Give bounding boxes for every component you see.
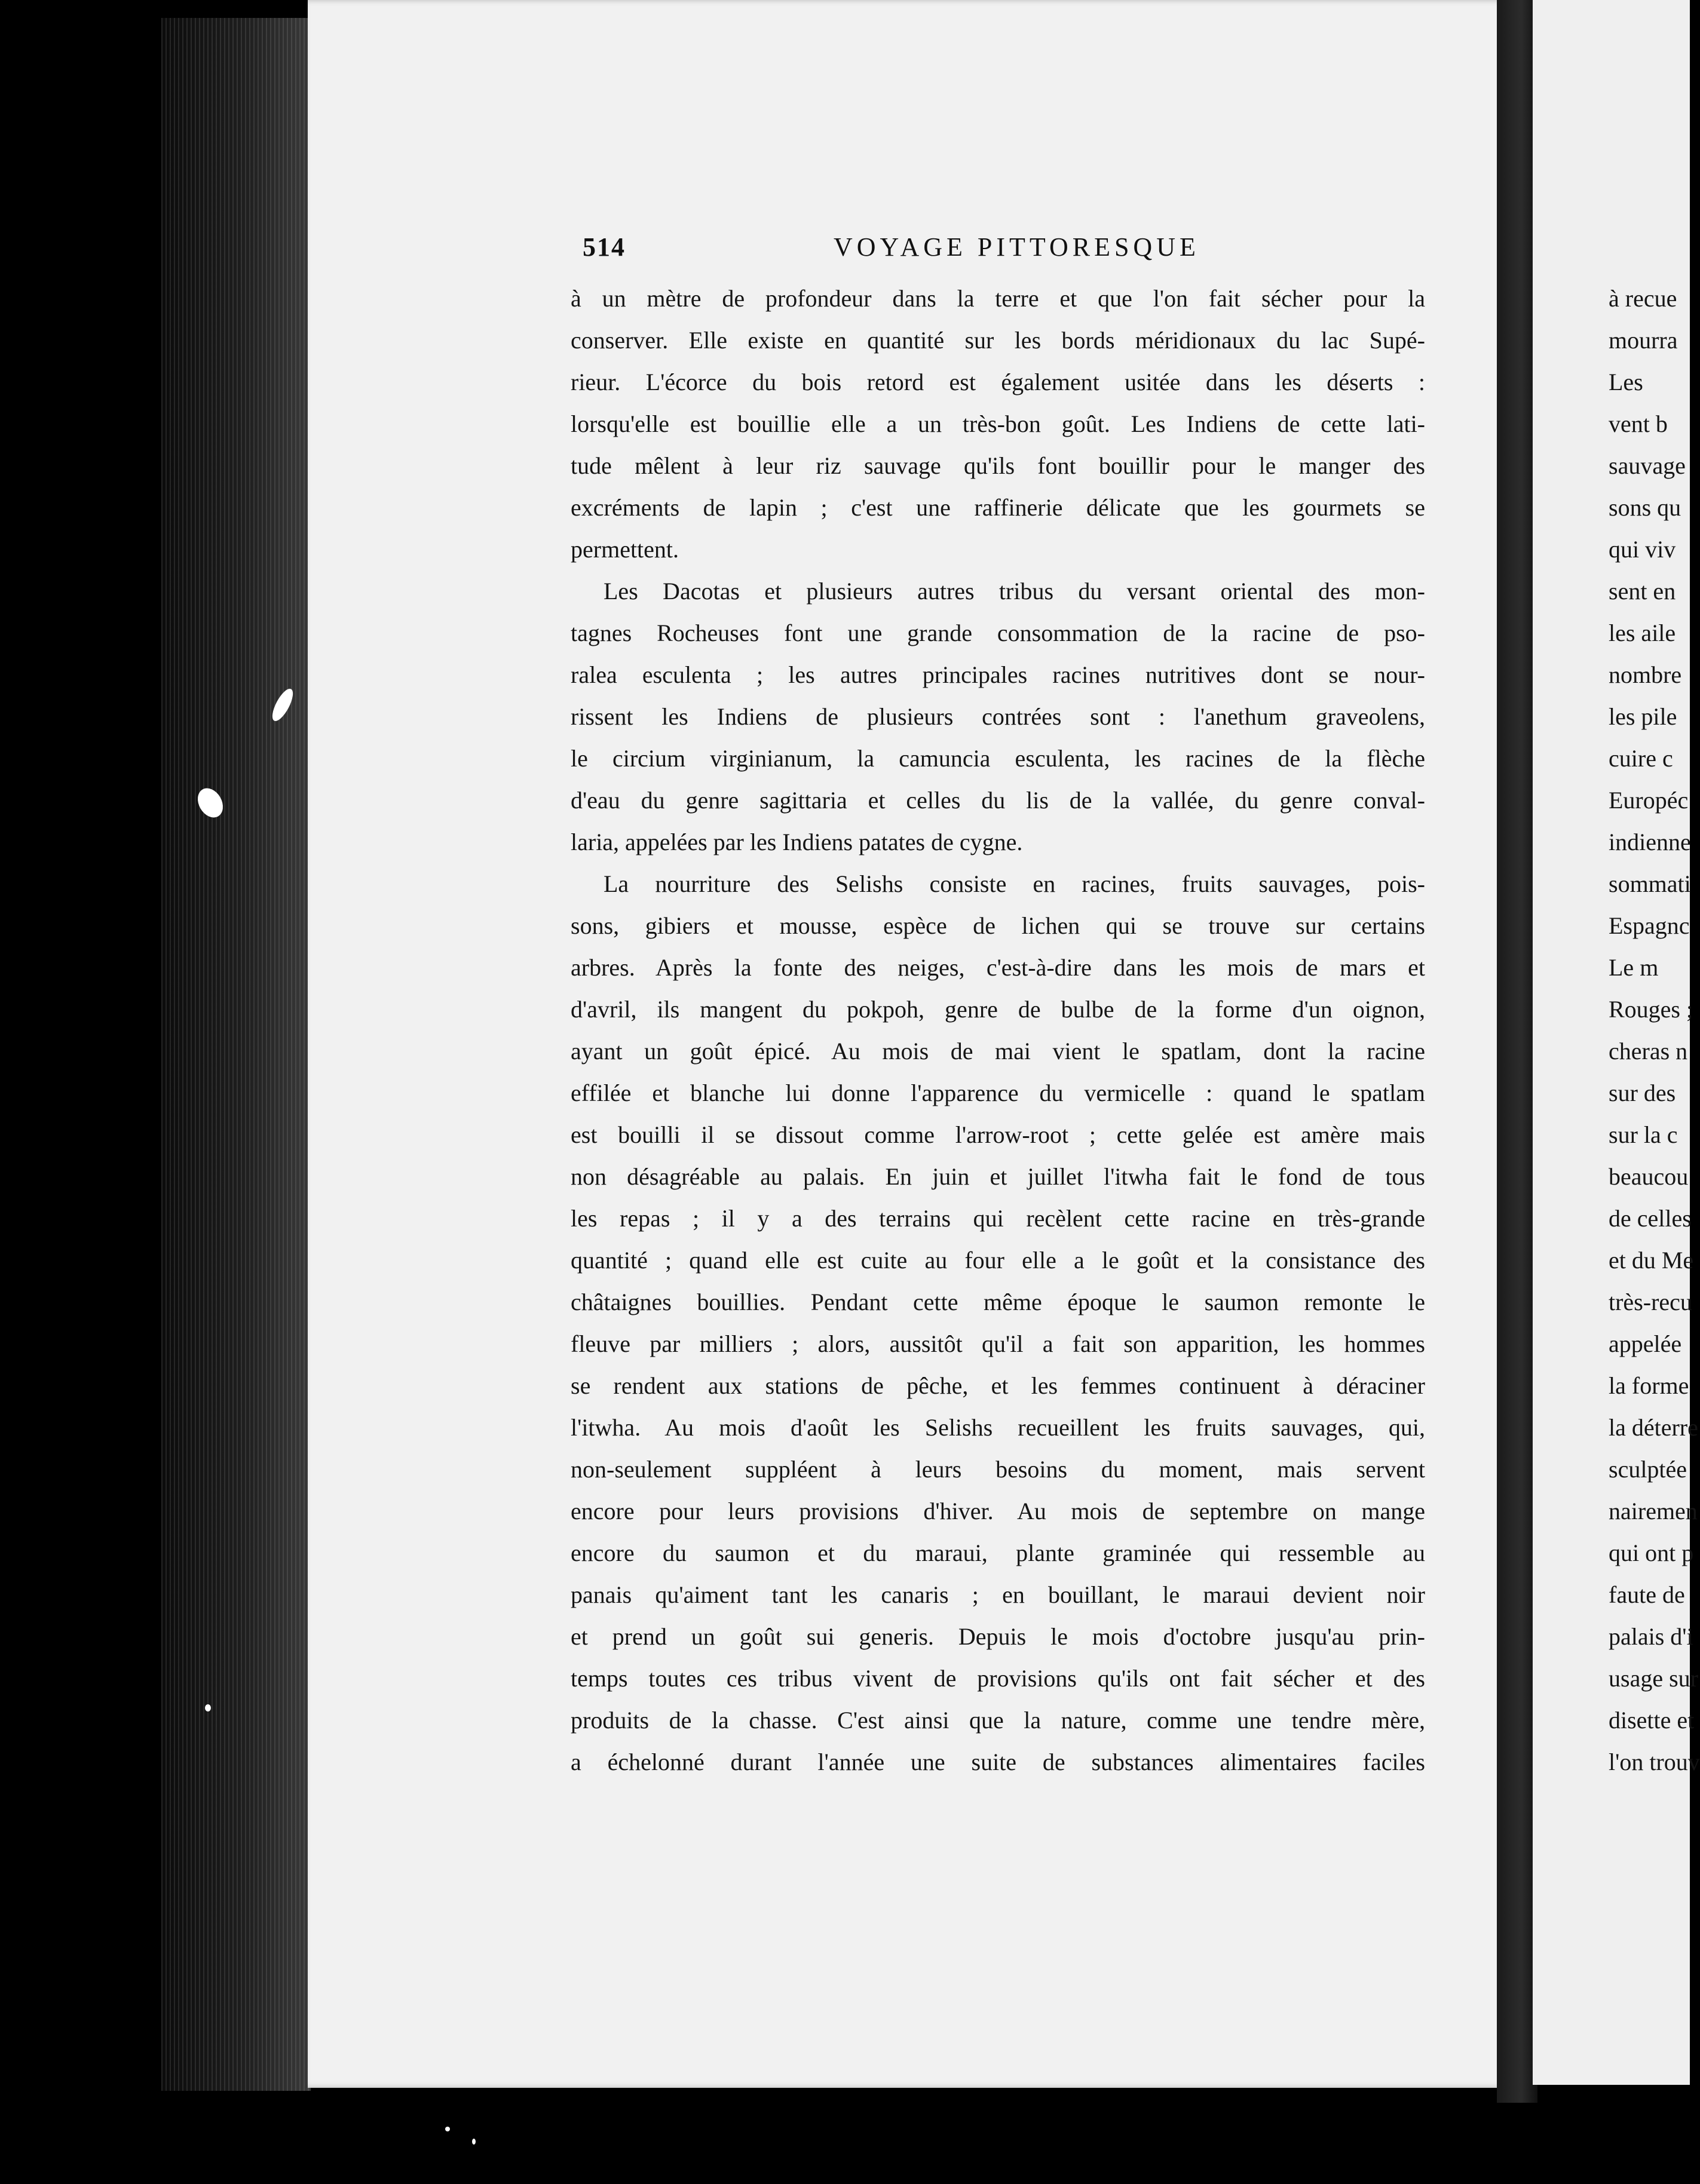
text-line: à un mètre de profondeur dans la terre et que l'on fait sécher pour la xyxy=(571,285,1425,312)
text-line: conserver. Elle existe en quantité sur les bords méridionaux du lac Supé- xyxy=(571,327,1425,354)
fragment-line: l'on trouv xyxy=(1609,1749,1700,1775)
fragment-line: sons qu xyxy=(1609,494,1681,521)
fragment-line: de celles xyxy=(1609,1205,1692,1232)
text-line: temps toutes ces tribus vivent de provisions qu'ils ont fait sécher et des xyxy=(571,1665,1425,1692)
text-line: d'eau du genre sagittaria et celles du lis de la vallée, du genre conval- xyxy=(571,787,1425,814)
running-title: VOYAGE PITTORESQUE xyxy=(834,232,1200,262)
fragment-line: et du Me xyxy=(1609,1247,1694,1274)
fragment-line: sauvage xyxy=(1609,452,1686,479)
text-line: a échelonné durant l'année une suite de substances alimentaires faciles xyxy=(571,1749,1425,1775)
fragment-line: Rouges ; xyxy=(1609,996,1693,1023)
fragment-line: disette et xyxy=(1609,1707,1695,1734)
fragment-line: Européc xyxy=(1609,787,1689,814)
text-line: ralea esculenta ; les autres principales racines nutritives dont se nour- xyxy=(571,661,1425,688)
text-line: excréments de lapin ; c'est une raffinerie délicate que les gourmets se xyxy=(571,494,1425,521)
fragment-line: sommati xyxy=(1609,870,1691,897)
text-line: châtaignes bouillies. Pendant cette même époque le saumon remonte le xyxy=(571,1289,1425,1315)
page-header xyxy=(583,232,1425,265)
fragment-line: les aile xyxy=(1609,619,1676,646)
text-line: encore pour leurs provisions d'hiver. Au mois de septembre on mange xyxy=(571,1498,1425,1524)
text-line: se rendent aux stations de pêche, et les femmes continuent à déraciner xyxy=(571,1372,1425,1399)
fragment-line: la déterre xyxy=(1609,1414,1698,1441)
fragment-line: Les xyxy=(1609,369,1643,395)
fragment-line: cuire c xyxy=(1609,745,1673,772)
fragment-line: faute de xyxy=(1609,1581,1685,1608)
text-line: et prend un goût sui generis. Depuis le mois d'octobre jusqu'au prin- xyxy=(571,1623,1425,1650)
fragment-line: appelée xyxy=(1609,1330,1682,1357)
text-line: l'itwha. Au mois d'août les Selishs recueillent les fruits sauvages, qui, xyxy=(571,1414,1425,1441)
fragment-line: Espagnc xyxy=(1609,912,1690,939)
page-body xyxy=(571,278,1425,1783)
text-line: effilée et blanche lui donne l'apparence du vermicelle : quand le spatlam xyxy=(571,1079,1425,1106)
fragment-line: sculptée xyxy=(1609,1456,1687,1483)
text-line: arbres. Après la fonte des neiges, c'est-à-dire dans les mois de mars et xyxy=(571,954,1425,981)
text-line: Les Dacotas et plusieurs autres tribus du versant oriental des mon- xyxy=(604,578,1425,605)
fragment-line: la forme xyxy=(1609,1372,1689,1399)
text-line: lorsqu'elle est bouillie elle a un très-bon goût. Les Indiens de cette lati- xyxy=(571,410,1425,437)
fragment-line: qui ont p xyxy=(1609,1539,1694,1566)
book-edge xyxy=(161,18,311,2091)
fragment-line: sent en xyxy=(1609,578,1676,605)
text-line: rieur. L'écorce du bois retord est également usitée dans les déserts : xyxy=(571,369,1425,395)
fragment-line: vent b xyxy=(1609,410,1668,437)
text-line: le circium virginianum, la camuncia esculenta, les racines de la flèche xyxy=(571,745,1425,772)
fragment-line: les pile xyxy=(1609,703,1677,730)
fragment-line: à recue xyxy=(1609,285,1677,312)
fragment-line: usage sur xyxy=(1609,1665,1698,1692)
text-line: d'avril, ils mangent du pokpoh, genre de bulbe de la forme d'un oignon, xyxy=(571,996,1425,1023)
fragment-line: nairemen xyxy=(1609,1498,1698,1524)
fragment-line: indienne xyxy=(1609,829,1691,855)
text-line: non-seulement suppléent à leurs besoins du moment, mais servent xyxy=(571,1456,1425,1483)
page-number: 514 xyxy=(583,232,626,262)
fragment-line: sur la c xyxy=(1609,1121,1678,1148)
text-line: La nourriture des Selishs consiste en racines, fruits sauvages, pois- xyxy=(604,870,1425,897)
text-line: ayant un goût épicé. Au mois de mai vient le spatlam, dont la racine xyxy=(571,1038,1425,1065)
text-line: produits de la chasse. C'est ainsi que la nature, comme une tendre mère, xyxy=(571,1707,1425,1734)
text-line: tagnes Rocheuses font une grande consommation de la racine de pso- xyxy=(571,619,1425,646)
book-gutter xyxy=(1497,0,1537,2103)
text-line: les repas ; il y a des terrains qui recèlent cette racine en très-grande xyxy=(571,1205,1425,1232)
fragment-line: sur des xyxy=(1609,1079,1676,1106)
fragment-line: palais d'i xyxy=(1609,1623,1693,1650)
fragment-line: nombre xyxy=(1609,661,1682,688)
text-line: fleuve par milliers ; alors, aussitôt qu'il a fait son apparition, les hommes xyxy=(571,1330,1425,1357)
text-line: rissent les Indiens de plusieurs contrées sont : l'anethum graveolens, xyxy=(571,703,1425,730)
fragment-line: mourra xyxy=(1609,327,1678,354)
text-line: quantité ; quand elle est cuite au four elle a le goût et la consistance des xyxy=(571,1247,1425,1274)
scan-speck xyxy=(205,1704,211,1711)
text-line: tude mêlent à leur riz sauvage qu'ils font bouillir pour le manger des xyxy=(571,452,1425,479)
text-line: permettent. xyxy=(571,536,679,563)
fragment-line: cheras n xyxy=(1609,1038,1688,1065)
text-line: est bouilli il se dissout comme l'arrow-root ; cette gelée est amère mais xyxy=(571,1121,1425,1148)
fragment-line: Le m xyxy=(1609,954,1659,981)
fragment-line: beaucou xyxy=(1609,1163,1689,1190)
scan-speck xyxy=(472,2139,476,2145)
fragment-line: qui viv xyxy=(1609,536,1676,563)
next-page-fragments xyxy=(1609,278,1700,1783)
text-line: encore du saumon et du maraui, plante graminée qui ressemble au xyxy=(571,1539,1425,1566)
text-line: non désagréable au palais. En juin et juillet l'itwha fait le fond de tous xyxy=(571,1163,1425,1190)
text-line: panais qu'aiment tant les canaris ; en bouillant, le maraui devient noir xyxy=(571,1581,1425,1608)
scan-speck xyxy=(445,2127,450,2131)
fragment-line: très-recu xyxy=(1609,1289,1692,1315)
text-line: laria, appelées par les Indiens patates de cygne. xyxy=(571,829,1023,855)
text-line: sons, gibiers et mousse, espèce de lichen qui se trouve sur certains xyxy=(571,912,1425,939)
